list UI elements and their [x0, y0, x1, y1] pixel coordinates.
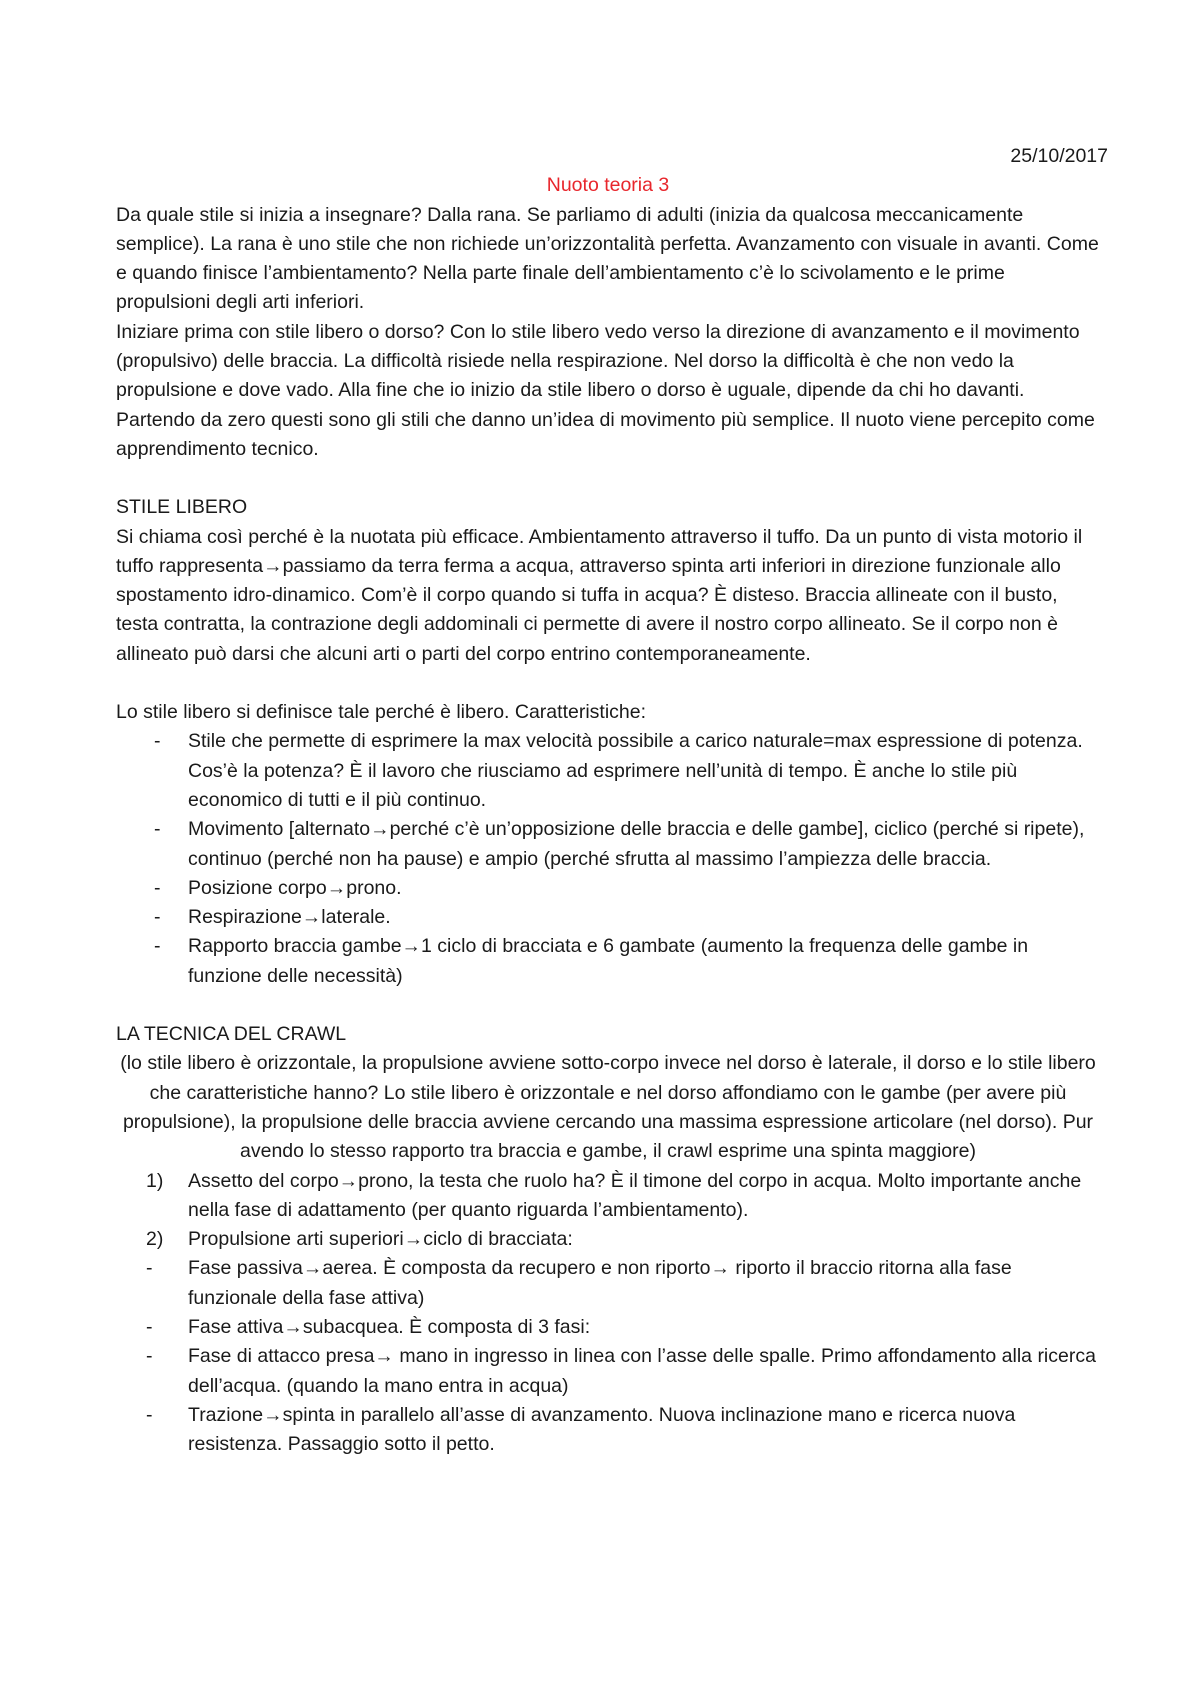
list-marker: -: [154, 906, 161, 929]
list-item-text: Propulsione arti superiori→ciclo di bracciata:: [188, 1228, 573, 1251]
list-item-text: Assetto del corpo→prono, la testa che ruolo ha? È il timone del corpo in acqua. Molto importante anche nella fase di adattamento (per quanto riguarda l’ambientamento).: [188, 1169, 1082, 1221]
list-item: [116, 1401, 1100, 1460]
crawl-centered-note: (lo stile libero è orizzontale, la propulsione avviene sotto-corpo invece nel dorso è laterale, il dorso e lo stile libero che caratteristiche hanno? Lo stile libero è orizzontale e nel dorso affondiamo con le gambe (per avere più propulsione), la propulsione delle braccia avviene cercando una massima espressione articolare (nel dorso). Pur avendo lo stesso rapporto tra braccia e gambe, il crawl esprime una spinta maggiore): [120, 1052, 1096, 1163]
list-item: [116, 1225, 1100, 1254]
list-item-text: Stile che permette di esprimere la max velocità possibile a carico naturale=max espressione di potenza. Cos’è la potenza? È il lavoro che riusciamo ad esprimere nell’unità di tempo. È anche lo stile più economico di tutti e il più continuo.: [188, 730, 1083, 811]
list-marker: -: [146, 1345, 153, 1368]
document-date: 25/10/2017: [1010, 145, 1108, 167]
list-marker: 2): [146, 1228, 164, 1251]
list-item: [116, 1342, 1100, 1401]
section-heading-crawl: LA TECNICA DEL CRAWL: [116, 1023, 347, 1046]
list-item-text: Movimento [alternato→perché c’è un’opposizione delle braccia e delle gambe], ciclico (perché si ripete), continuo (perché non ha pause) e ampio (perché sfrutta al massimo l’ampiezza delle braccia.: [188, 818, 1085, 870]
list-item-text: Fase di attacco presa→ mano in ingresso in linea con l’asse delle spalle. Primo affondamento alla ricerca dell’acqua. (quando la mano entra in acqua): [188, 1345, 1096, 1397]
spacer: [116, 464, 1100, 493]
list-item: [116, 727, 1100, 815]
list-item-text: Posizione corpo→prono.: [188, 876, 402, 899]
intro-paragraph-2: Iniziare prima con stile libero o dorso? Con lo stile libero vedo verso la direzione di avanzamento e il movimento (propulsivo) delle braccia. La difficoltà risiede nella respirazione. Nel dorso la difficoltà è che non vedo la propulsione e dove vado. Alla fine che io inizio da stile libero o dorso è uguale, dipende da chi ho davanti. Partendo da zero questi sono gli stili che danno un’idea di movimento più semplice. Il nuoto viene percepito come apprendimento tecnico.: [116, 320, 1095, 460]
crawl-list: [116, 1167, 1100, 1460]
characteristics-intro: Lo stile libero si definisce tale perché è libero. Caratteristiche:: [116, 701, 647, 724]
list-item: [116, 874, 1100, 903]
list-marker: -: [154, 818, 161, 841]
list-item-text: Respirazione→laterale.: [188, 906, 391, 929]
list-item-text: Fase attiva→subacquea. È composta di 3 fasi:: [188, 1315, 591, 1338]
list-item: [116, 1254, 1100, 1313]
intro-paragraph-1: Da quale stile si inizia a insegnare? Dalla rana. Se parliamo di adulti (inizia da qualcosa meccanicamente semplice). La rana è uno stile che non richiede un’orizzontalità perfetta. Avanzamento con visuale in avanti. Come e quando finisce l’ambientamento? Nella parte finale dell’ambientamento c’è lo scivolamento e le prime propulsioni degli arti inferiori.: [116, 203, 1099, 314]
stile-libero-paragraph: Si chiama così perché è la nuotata più efficace. Ambientamento attraverso il tuffo. Da un punto di vista motorio il tuffo rappresenta→passiamo da terra ferma a acqua, attraverso spinta arti inferiori in direzione funzionale allo spostamento idro-dinamico. Com’è il corpo quando si tuffa in acqua? È disteso. Braccia allineate con il busto, testa contratta, la contrazione degli addominali ci permette di avere il nostro corpo allineato. Se il corpo non è allineato può darsi che alcuni arti o parti del corpo entrino contemporaneamente.: [116, 525, 1083, 665]
list-item: [116, 932, 1100, 991]
list-marker: -: [154, 935, 161, 958]
list-marker: 1): [146, 1169, 164, 1192]
list-item: [116, 815, 1100, 874]
list-marker: -: [154, 730, 161, 753]
list-item: [116, 1313, 1100, 1342]
section-heading-stile-libero: STILE LIBERO: [116, 496, 248, 519]
list-marker: -: [154, 876, 161, 899]
list-item-text: Fase passiva→aerea. È composta da recupero e non riporto→ riporto il braccio ritorna alla fase funzionale della fase attiva): [188, 1257, 1012, 1309]
spacer: [116, 991, 1100, 1020]
list-item: [116, 903, 1100, 932]
list-marker: -: [146, 1315, 153, 1338]
spacer: [116, 669, 1100, 698]
document-title: Nuoto teoria 3: [546, 174, 670, 197]
characteristics-list: [116, 727, 1100, 991]
list-item-text: Rapporto braccia gambe→1 ciclo di bracciata e 6 gambate (aumento la frequenza delle gambe in funzione delle necessità): [188, 935, 1029, 987]
list-marker: -: [146, 1403, 153, 1426]
list-item-text: Trazione→spinta in parallelo all’asse di avanzamento. Nuova inclinazione mano e ricerca nuova resistenza. Passaggio sotto il petto.: [188, 1403, 1016, 1456]
list-item: [116, 1167, 1100, 1226]
list-marker: -: [146, 1257, 153, 1280]
